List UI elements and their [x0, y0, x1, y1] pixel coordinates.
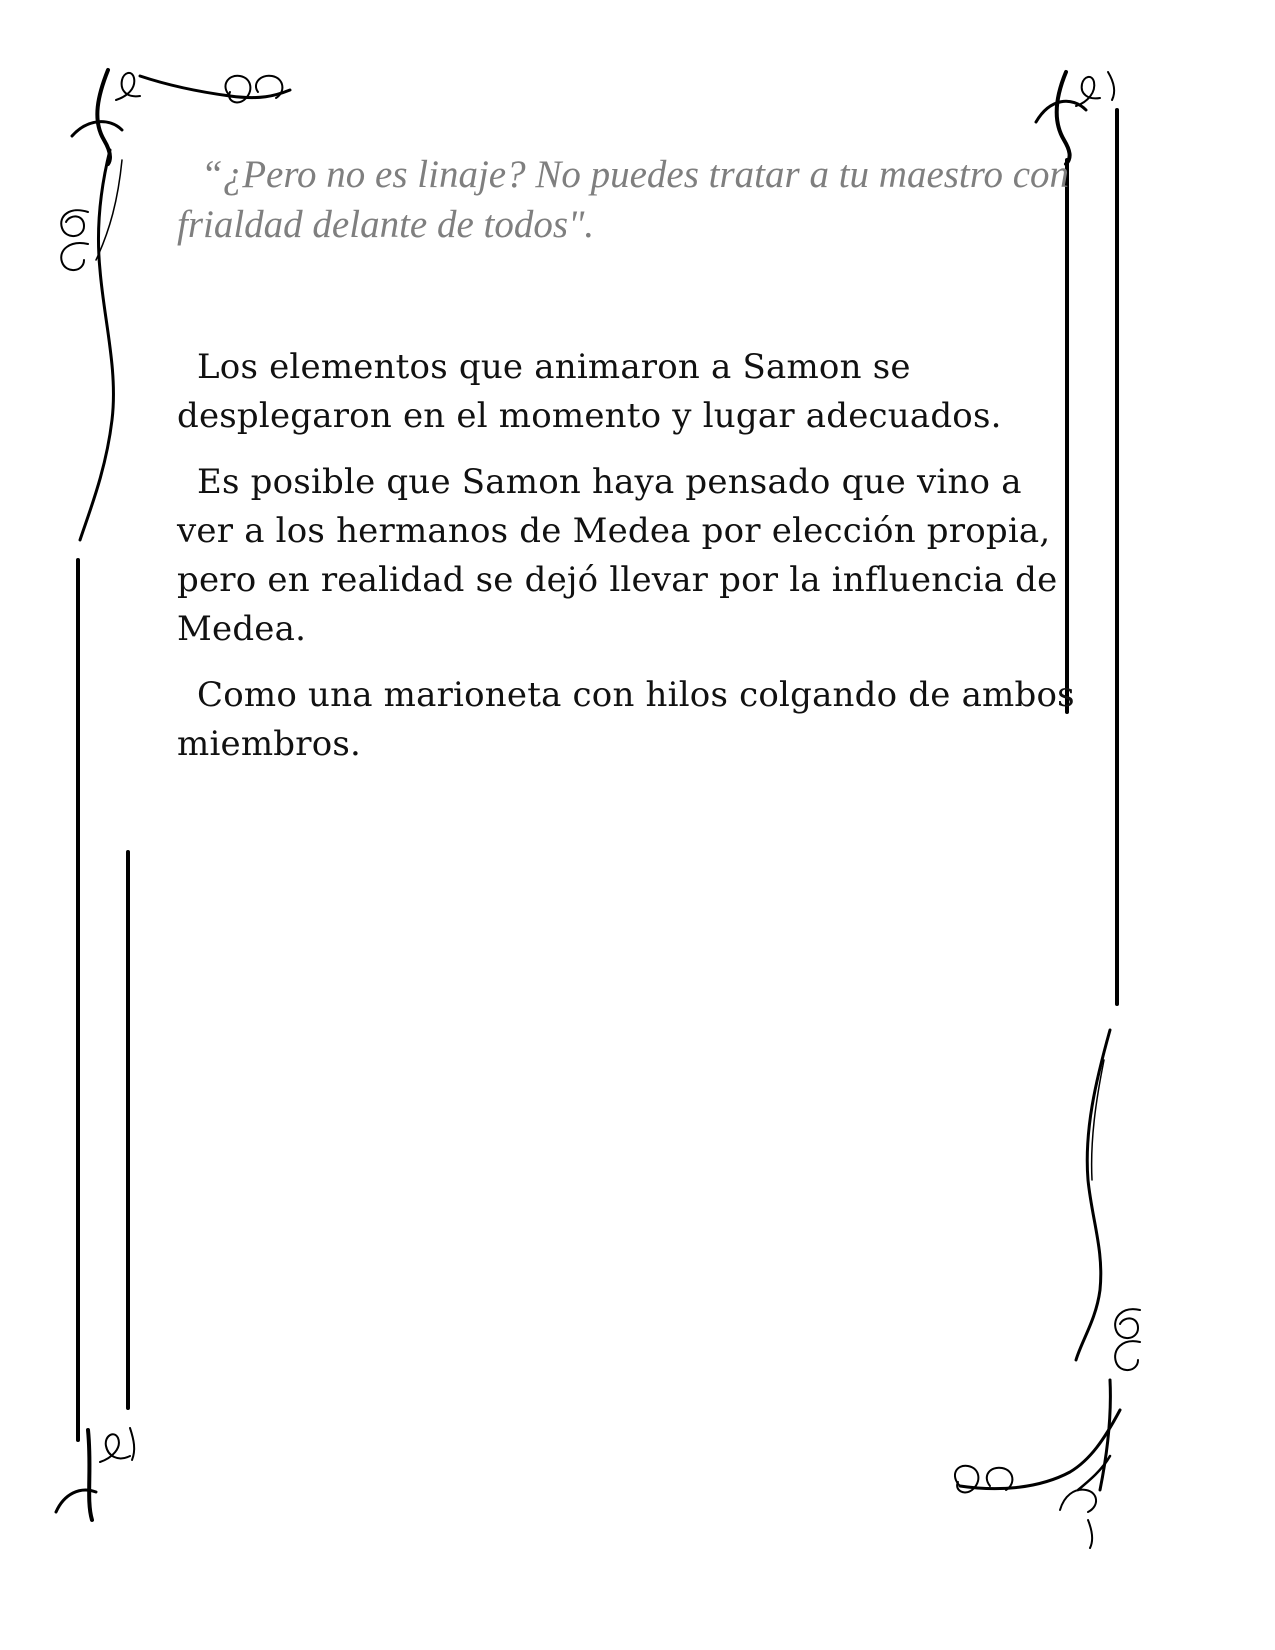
paragraph: Los elementos que animaron a Samon se desplegaron en el momento y lugar adecuados.	[177, 347, 1002, 436]
flourish-bottom-right-icon	[955, 1030, 1140, 1548]
body-text	[177, 343, 1077, 769]
page-content	[177, 150, 1077, 786]
flourish-bottom-left-icon	[56, 1428, 134, 1520]
quote-text: “¿Pero no es linaje? No puedes tratar a tu maestro con frialdad delante de todos".	[177, 153, 1070, 246]
paragraph: Es posible que Samon haya pensado que vino a ver a los hermanos de Medea por elección propia, pero en realidad se dejó llevar por la influencia de Medea.	[177, 462, 1058, 649]
paragraph: Como una marioneta con hilos colgando de ambos miembros.	[177, 675, 1075, 764]
